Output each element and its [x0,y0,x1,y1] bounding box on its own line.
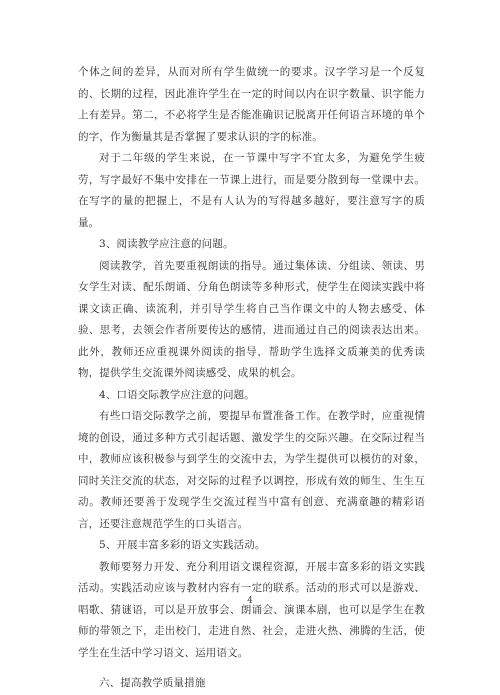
paragraph-continuation: 个体之间的差异，从而对所有学生做统一的要求。汉字学习是一个反复的、长期的过程，因此准许学生在一定的时间以内在识字数量、识字能力上有差异。第二，不必将学生是否能准确识记脱离开任何语言环境的单个的字，作为衡量其是否掌握了要求认识的字的标准。 [78,66,425,143]
heading-quality-measures: 六、提高教学质量措施 [99,677,206,689]
paragraph-writing-guidance: 对于二年级的学生来说，在一节课中写字不宜太多，为避免学生疲劳，写字最好不集中安排在一节课上进行，而是要分散到每一堂课中去。在写字的量的把握上，不是有人认为的写得越多越好，要注意写字的质量。 [78,152,425,229]
paragraph-oral-communication: 有些口语交际教学之前，要提早布置准备工作。在教学时，应重视情境的创设，通过多种方式引起话题、激发学生的交际兴趣。在交际过程当中，教师应该积极参与到学生的交流中去，为学生提供可以模仿的对象，同时关注交流的状态，对交际的过程予以调控，形成有效的师生、生生互动。教师还要善于发现学生交流过程当中富有创意、充满童趣的精彩语言，还要注意规范学生的口头语言。 [78,410,425,530]
paragraph-reading-teaching: 阅读教学，首先要重视朗读的指导。通过集体读、分组读、领读、男女学生对读、配乐朗诵、分角色朗读等多种形式，使学生在阅读实践中将课文读正确、读流利，并引导学生将自己当作课文中的人物去感受、体验、思考，去领会作者所要传达的感情，进而通过自己的阅读表达出来。此外，教师还应重视课外阅读的指导，帮助学生选择文质兼美的优秀读物，提供学生交流课外阅读感受、成果的机会。 [78,259,425,379]
paragraph-practice-activities: 教师要努力开发、充分利用语文课程资源，开展丰富多彩的语文实践活动。实践活动应该与教材内容有一定的联系。活动的形式可以是游戏、唱歌、猜谜语，可以是开放事会、朗诵会、演课本剧，也可以是学生在教师的带领之下，走出校门，走进自然、社会，走进火热、沸腾的生活，使学生在生活中学习语文、运用语文。 [78,560,425,659]
heading-oral-communication: 4、口语交际教学应注意的问题。 [99,388,255,401]
page-number: 4 [247,596,253,606]
heading-practice-activities: 5、开展丰富多彩的语文实践活动。 [99,539,266,551]
heading-reading-teaching: 3、阅读教学应注意的问题。 [99,238,234,250]
